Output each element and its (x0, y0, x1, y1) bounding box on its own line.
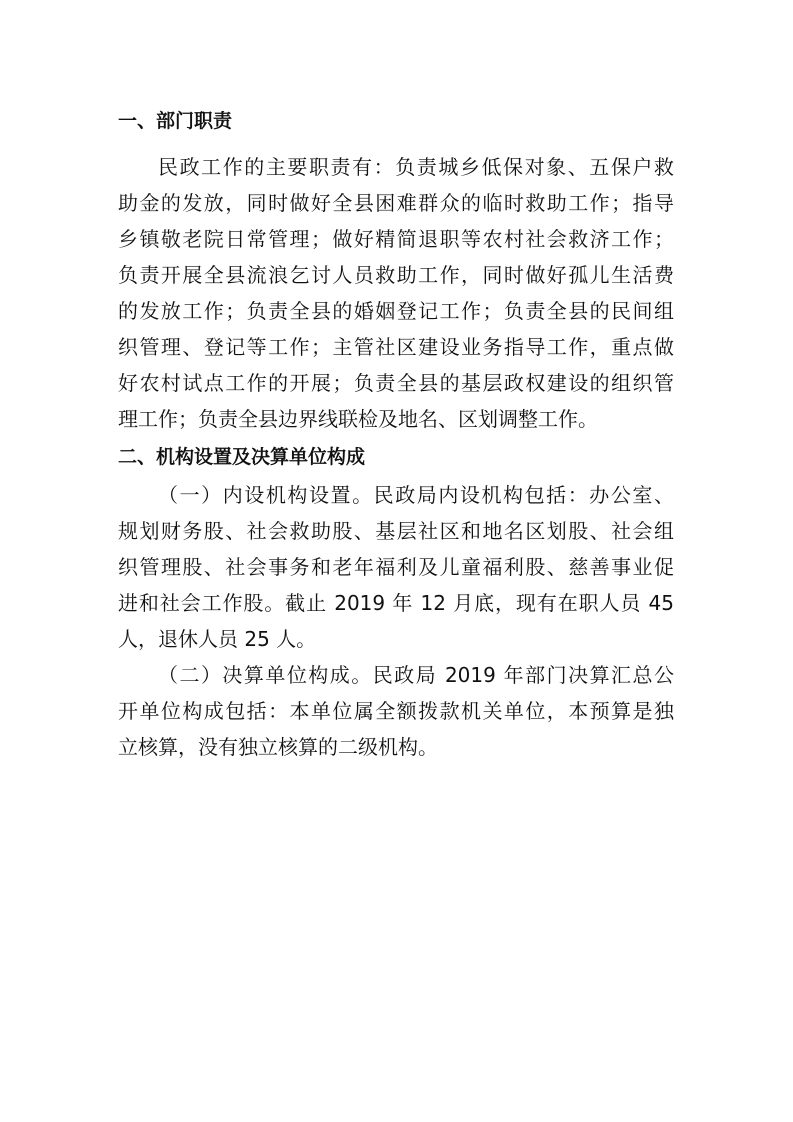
paragraph-line: 织管理股、社会事务和老年福利及儿童福利股、慈善事业促 (118, 555, 674, 579)
section-heading-organization: 二、机构设置及决算单位构成 (118, 446, 366, 468)
paragraph-line: （一）内设机构设置。民政局内设机构包括：办公室、 (158, 483, 674, 507)
paragraph-line: 进和社会工作股。截止 2019 年 12 月底，现有在职人员 45 (118, 591, 674, 615)
paragraph-line: 织管理、登记等工作；主管社区建设业务指导工作，重点做 (118, 335, 674, 359)
paragraph-line: 负责开展全县流浪乞讨人员救助工作，同时做好孤儿生活费 (118, 263, 674, 287)
paragraph-line: 民政工作的主要职责有：负责城乡低保对象、五保户救 (158, 155, 674, 179)
paragraph-line: 开单位构成包括：本单位属全额拨款机关单位，本预算是独 (118, 699, 674, 723)
paragraph-line: 的发放工作；负责全县的婚姻登记工作；负责全县的民间组 (118, 299, 674, 323)
paragraph-line: 理工作；负责全县边界线联检及地名、区划调整工作。 (118, 407, 598, 431)
paragraph-line: 助金的发放，同时做好全县困难群众的临时救助工作；指导 (118, 191, 674, 215)
paragraph-line: 规划财务股、社会救助股、基层社区和地名区划股、社会组 (118, 519, 674, 543)
paragraph-line: （二）决算单位构成。民政局 2019 年部门决算汇总公 (158, 663, 674, 687)
paragraph-line: 乡镇敬老院日常管理；做好精简退职等农村社会救济工作； (118, 227, 674, 251)
section-heading-duties: 一、部门职责 (118, 110, 233, 132)
document-body (118, 103, 674, 765)
paragraph-line: 立核算，没有独立核算的二级机构。 (118, 735, 438, 759)
paragraph-line: 人，退休人员 25 人。 (118, 627, 317, 651)
accounting-units-paragraph (118, 657, 674, 765)
duties-paragraph (118, 149, 674, 437)
internal-structure-paragraph (118, 477, 674, 657)
paragraph-line: 好农村试点工作的开展；负责全县的基层政权建设的组织管 (118, 371, 674, 395)
